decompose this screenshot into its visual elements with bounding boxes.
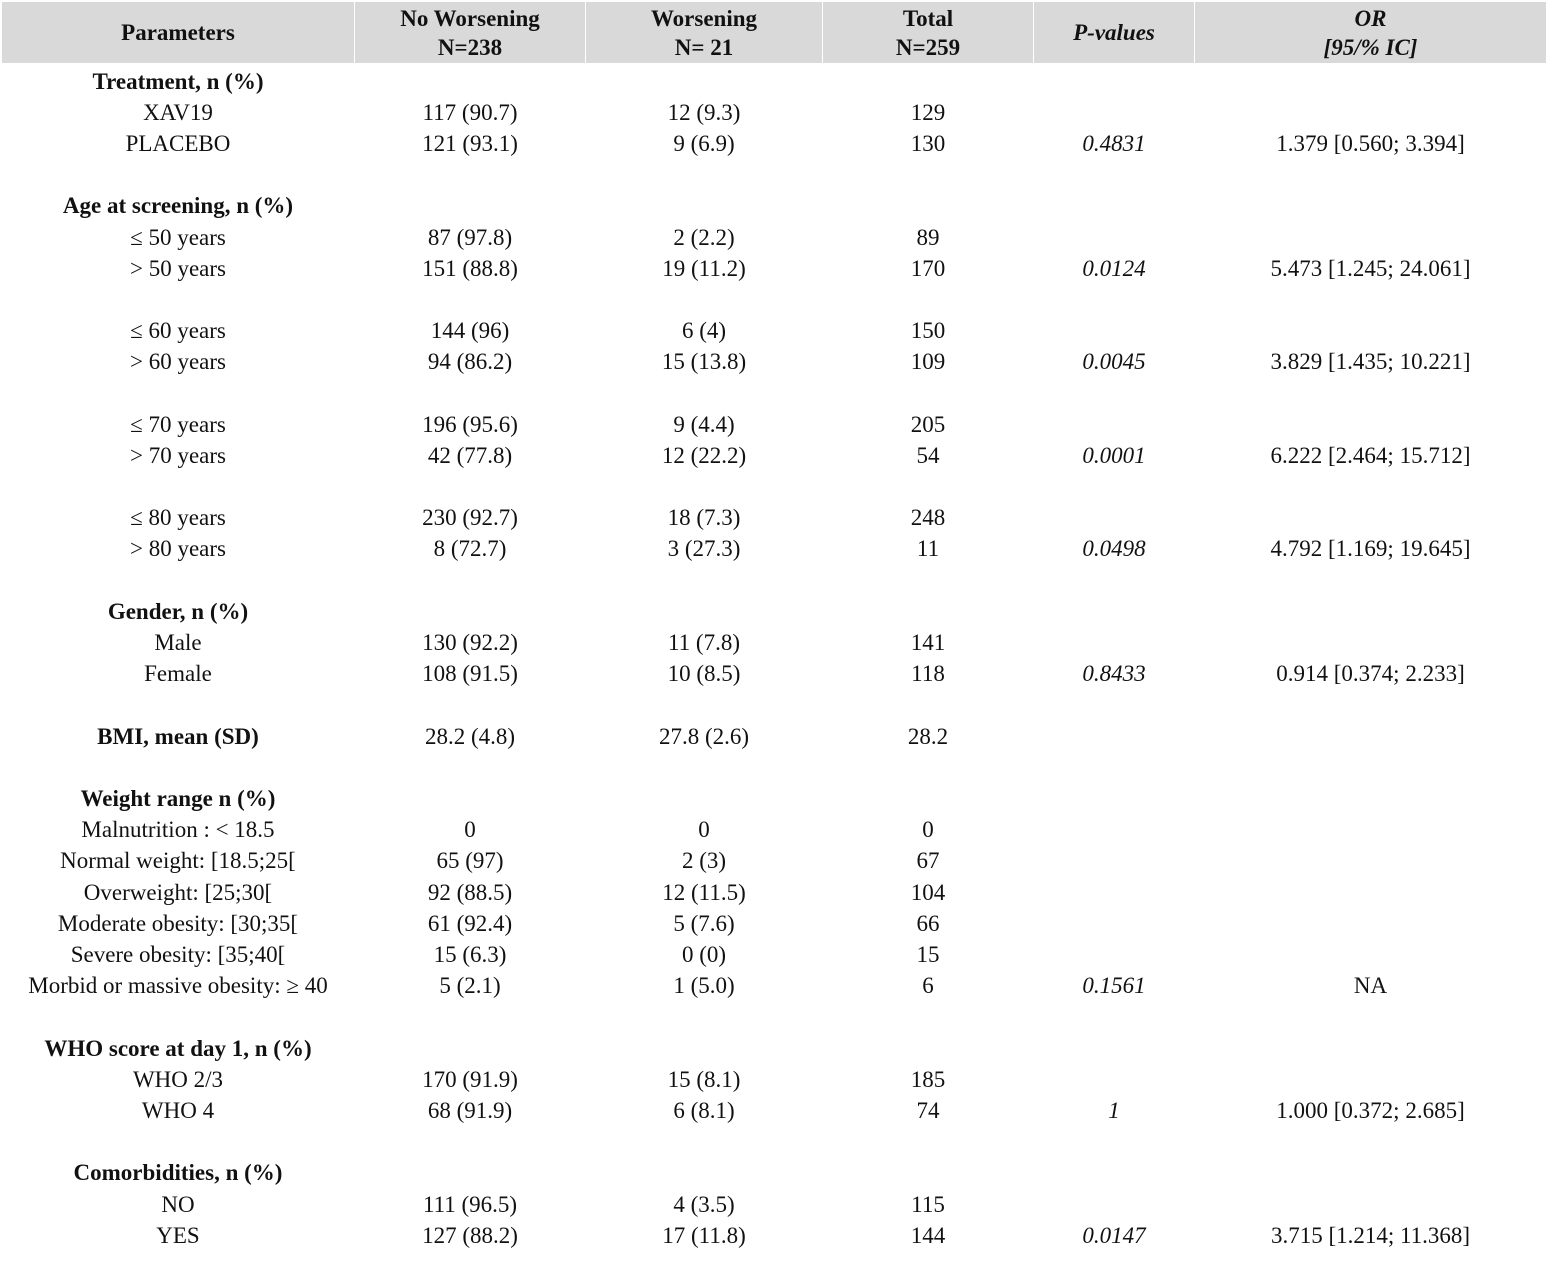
header-parameters: Parameters xyxy=(2,2,354,63)
total-cell: 74 xyxy=(916,1098,940,1123)
p-value-cell xyxy=(1034,814,1194,845)
row-label: > 50 years xyxy=(130,256,226,281)
no-worsening-cell: 61 (92.4) xyxy=(427,911,513,936)
row-label: NO xyxy=(161,1192,195,1217)
p-value-cell xyxy=(1034,939,1194,970)
odds-ratio-cell: 4.792 [1.169; 19.645] xyxy=(1270,536,1471,561)
total-cell: 104 xyxy=(910,880,946,905)
worsening-cell: 1 (5.0) xyxy=(673,973,735,998)
table-row xyxy=(0,721,1550,752)
worsening-cell xyxy=(586,1157,822,1188)
worsening-cell: 15 (8.1) xyxy=(667,1067,741,1092)
odds-ratio-cell xyxy=(1195,1157,1546,1188)
row-label: Male xyxy=(154,630,202,655)
p-value-cell xyxy=(1034,783,1194,814)
p-value-cell xyxy=(1034,627,1194,658)
no-worsening-cell: 15 (6.3) xyxy=(433,942,507,967)
total-cell xyxy=(823,596,1033,627)
odds-ratio-cell xyxy=(1195,1064,1546,1095)
table-row xyxy=(0,845,1550,876)
worsening-cell: 2 (3) xyxy=(681,848,727,873)
odds-ratio-cell xyxy=(1195,1033,1546,1064)
odds-ratio-cell xyxy=(1195,908,1546,939)
worsening-cell: 12 (11.5) xyxy=(662,880,746,905)
odds-ratio-cell xyxy=(1195,66,1546,97)
total-cell: 67 xyxy=(916,848,940,873)
row-label: Comorbidities, n (%) xyxy=(73,1160,283,1185)
row-label: > 70 years xyxy=(130,443,226,468)
no-worsening-cell: 117 (90.7) xyxy=(422,100,518,125)
worsening-cell xyxy=(586,783,822,814)
no-worsening-cell: 5 (2.1) xyxy=(439,973,501,998)
table-row xyxy=(0,253,1550,284)
odds-ratio-cell: 5.473 [1.245; 24.061] xyxy=(1270,256,1471,281)
odds-ratio-cell xyxy=(1195,721,1546,752)
odds-ratio-cell xyxy=(1195,596,1546,627)
worsening-cell xyxy=(586,66,822,97)
p-value-cell: 0.1561 xyxy=(1082,973,1146,998)
p-value-cell: 0.0001 xyxy=(1082,443,1146,468)
odds-ratio-cell xyxy=(1195,783,1546,814)
row-label: Malnutrition : < 18.5 xyxy=(81,817,275,842)
table-row xyxy=(0,627,1550,658)
odds-ratio-cell xyxy=(1195,1189,1546,1220)
row-label: > 80 years xyxy=(130,536,226,561)
total-cell: 54 xyxy=(916,443,940,468)
row-label: WHO 2/3 xyxy=(132,1067,224,1092)
total-cell: 144 xyxy=(910,1223,946,1248)
total-cell: 170 xyxy=(910,256,946,281)
total-cell: 89 xyxy=(916,225,940,250)
p-value-cell: 0.4831 xyxy=(1082,131,1146,156)
table-row xyxy=(0,346,1550,377)
worsening-cell: 3 (27.3) xyxy=(667,536,741,561)
table-row xyxy=(0,658,1550,689)
table-row xyxy=(0,502,1550,533)
row-label: XAV19 xyxy=(143,100,213,125)
no-worsening-cell xyxy=(355,596,585,627)
worsening-cell: 9 (6.9) xyxy=(673,131,735,156)
worsening-cell: 19 (11.2) xyxy=(662,256,746,281)
worsening-cell: 0 (0) xyxy=(681,942,727,967)
header-odds-ratio: OR [95/% IC] xyxy=(1195,2,1546,63)
total-cell xyxy=(823,190,1033,221)
row-label: Overweight: [25;30[ xyxy=(83,880,273,905)
table-row xyxy=(0,783,1550,814)
table-row xyxy=(0,315,1550,346)
table-row xyxy=(0,939,1550,970)
total-cell xyxy=(823,1033,1033,1064)
row-label: Severe obesity: [35;40[ xyxy=(70,942,286,967)
worsening-cell: 15 (13.8) xyxy=(661,349,747,374)
odds-ratio-cell xyxy=(1195,409,1546,440)
worsening-cell: 4 (3.5) xyxy=(673,1192,735,1217)
p-value-cell: 0.0147 xyxy=(1082,1223,1146,1248)
table-row xyxy=(0,1189,1550,1220)
worsening-cell: 27.8 (2.6) xyxy=(658,724,750,749)
row-label: > 60 years xyxy=(130,349,226,374)
table-row xyxy=(0,128,1550,159)
row-label: Moderate obesity: [30;35[ xyxy=(57,911,299,936)
p-value-cell: 0.0498 xyxy=(1082,536,1146,561)
odds-ratio-cell: 1.000 [0.372; 2.685] xyxy=(1276,1098,1465,1123)
p-value-cell xyxy=(1034,97,1194,128)
table-row xyxy=(0,533,1550,564)
worsening-cell: 6 (4) xyxy=(681,318,727,343)
odds-ratio-cell xyxy=(1195,939,1546,970)
no-worsening-cell: 230 (92.7) xyxy=(422,505,518,530)
p-value-cell: 0.0124 xyxy=(1082,256,1146,281)
total-cell: 129 xyxy=(910,100,946,125)
table-row xyxy=(0,1033,1550,1064)
no-worsening-cell: 151 (88.8) xyxy=(422,256,518,281)
odds-ratio-cell: 0.914 [0.374; 2.233] xyxy=(1276,661,1465,686)
p-value-cell xyxy=(1034,721,1194,752)
row-label: Normal weight: [18.5;25[ xyxy=(60,848,296,873)
table-row xyxy=(0,440,1550,471)
row-label: Treatment, n (%) xyxy=(92,69,264,94)
no-worsening-cell xyxy=(355,1033,585,1064)
worsening-cell: 10 (8.5) xyxy=(667,661,741,686)
total-cell: 130 xyxy=(910,131,946,156)
total-cell: 205 xyxy=(910,412,946,437)
no-worsening-cell: 68 (91.9) xyxy=(427,1098,513,1123)
worsening-cell: 17 (11.8) xyxy=(662,1223,746,1248)
odds-ratio-cell xyxy=(1195,502,1546,533)
no-worsening-cell: 130 (92.2) xyxy=(422,630,518,655)
table-row xyxy=(0,1220,1550,1251)
worsening-cell xyxy=(586,1033,822,1064)
table-row xyxy=(0,970,1550,1001)
row-label: YES xyxy=(156,1223,200,1248)
no-worsening-cell: 127 (88.2) xyxy=(422,1223,518,1248)
worsening-cell: 0 xyxy=(698,817,710,842)
no-worsening-cell: 94 (86.2) xyxy=(427,349,513,374)
row-label: ≤ 70 years xyxy=(130,412,226,437)
table-row xyxy=(0,908,1550,939)
row-label: Morbid or massive obesity: ≥ 40 xyxy=(28,973,328,998)
odds-ratio-cell: 3.715 [1.214; 11.368] xyxy=(1270,1223,1471,1248)
worsening-cell: 9 (4.4) xyxy=(673,412,735,437)
total-cell: 248 xyxy=(910,505,946,530)
table-row xyxy=(0,66,1550,97)
no-worsening-cell: 108 (91.5) xyxy=(422,661,518,686)
table-row xyxy=(0,190,1550,221)
p-value-cell xyxy=(1034,222,1194,253)
p-value-cell xyxy=(1034,190,1194,221)
p-value-cell xyxy=(1034,845,1194,876)
worsening-cell xyxy=(586,596,822,627)
total-cell: 66 xyxy=(916,911,940,936)
total-cell: 118 xyxy=(911,661,945,686)
table-row xyxy=(0,596,1550,627)
row-label: Age at screening, n (%) xyxy=(62,193,294,218)
worsening-cell: 6 (8.1) xyxy=(673,1098,735,1123)
row-label: Gender, n (%) xyxy=(107,599,249,624)
odds-ratio-cell: 3.829 [1.435; 10.221] xyxy=(1270,349,1471,374)
worsening-cell: 12 (22.2) xyxy=(661,443,747,468)
p-value-cell xyxy=(1034,877,1194,908)
table-row xyxy=(0,1095,1550,1126)
p-value-cell: 1 xyxy=(1108,1098,1120,1123)
total-cell: 0 xyxy=(922,817,934,842)
p-value-cell xyxy=(1034,1033,1194,1064)
no-worsening-cell: 121 (93.1) xyxy=(422,131,518,156)
total-cell: 115 xyxy=(911,1192,945,1217)
odds-ratio-cell xyxy=(1195,814,1546,845)
total-cell xyxy=(823,1157,1033,1188)
no-worsening-cell: 111 (96.5) xyxy=(422,1192,518,1217)
p-value-cell xyxy=(1034,409,1194,440)
header-p-values: P-values xyxy=(1034,2,1194,63)
total-cell xyxy=(823,66,1033,97)
no-worsening-cell: 42 (77.8) xyxy=(427,443,513,468)
row-label: Weight range n (%) xyxy=(80,786,276,811)
row-label: ≤ 60 years xyxy=(130,318,226,343)
p-value-cell xyxy=(1034,66,1194,97)
row-label: WHO 4 xyxy=(141,1098,215,1123)
total-cell: 185 xyxy=(910,1067,946,1092)
odds-ratio-cell: 1.379 [0.560; 3.394] xyxy=(1276,131,1465,156)
table-row xyxy=(0,814,1550,845)
p-value-cell xyxy=(1034,596,1194,627)
odds-ratio-cell: NA xyxy=(1353,973,1388,998)
worsening-cell xyxy=(586,190,822,221)
total-cell: 6 xyxy=(922,973,934,998)
worsening-cell: 5 (7.6) xyxy=(673,911,735,936)
no-worsening-cell: 28.2 (4.8) xyxy=(424,724,516,749)
table-row xyxy=(0,1064,1550,1095)
p-value-cell xyxy=(1034,1157,1194,1188)
no-worsening-cell: 144 (96) xyxy=(430,318,510,343)
p-value-cell xyxy=(1034,908,1194,939)
table-row xyxy=(0,222,1550,253)
table-row xyxy=(0,877,1550,908)
table-row xyxy=(0,409,1550,440)
no-worsening-cell xyxy=(355,1157,585,1188)
row-label: Female xyxy=(144,661,212,686)
odds-ratio-cell xyxy=(1195,845,1546,876)
total-cell xyxy=(823,783,1033,814)
no-worsening-cell: 92 (88.5) xyxy=(427,880,513,905)
no-worsening-cell xyxy=(355,783,585,814)
header-total: Total N=259 xyxy=(823,2,1033,63)
total-cell: 150 xyxy=(910,318,946,343)
odds-ratio-cell xyxy=(1195,190,1546,221)
table-row xyxy=(0,97,1550,128)
odds-ratio-cell xyxy=(1195,97,1546,128)
row-label: WHO score at day 1, n (%) xyxy=(44,1036,312,1061)
odds-ratio-cell xyxy=(1195,877,1546,908)
worsening-cell: 18 (7.3) xyxy=(667,505,741,530)
table-header xyxy=(2,2,1546,63)
no-worsening-cell: 0 xyxy=(464,817,476,842)
table-row xyxy=(0,1157,1550,1188)
odds-ratio-cell xyxy=(1195,222,1546,253)
p-value-cell: 0.8433 xyxy=(1082,661,1146,686)
no-worsening-cell: 8 (72.7) xyxy=(433,536,507,561)
row-label: ≤ 80 years xyxy=(130,505,226,530)
odds-ratio-cell xyxy=(1195,627,1546,658)
row-label: BMI, mean (SD) xyxy=(97,724,259,749)
p-value-cell xyxy=(1034,502,1194,533)
odds-ratio-cell xyxy=(1195,315,1546,346)
total-cell: 28.2 xyxy=(907,724,949,749)
no-worsening-cell xyxy=(355,66,585,97)
p-value-cell xyxy=(1034,315,1194,346)
p-value-cell: 0.0045 xyxy=(1082,349,1146,374)
no-worsening-cell: 196 (95.6) xyxy=(422,412,518,437)
p-value-cell xyxy=(1034,1189,1194,1220)
no-worsening-cell: 170 (91.9) xyxy=(422,1067,518,1092)
header-worsening: Worsening N= 21 xyxy=(586,2,822,63)
header-no-worsening: No Worsening N=238 xyxy=(355,2,585,63)
worsening-cell: 11 (7.8) xyxy=(668,630,740,655)
row-label: ≤ 50 years xyxy=(130,225,226,250)
odds-ratio-cell: 6.222 [2.464; 15.712] xyxy=(1270,443,1471,468)
total-cell: 141 xyxy=(910,630,946,655)
no-worsening-cell: 65 (97) xyxy=(436,848,504,873)
worsening-cell: 12 (9.3) xyxy=(667,100,741,125)
total-cell: 15 xyxy=(916,942,940,967)
no-worsening-cell: 87 (97.8) xyxy=(427,225,513,250)
p-value-cell xyxy=(1034,1064,1194,1095)
worsening-cell: 2 (2.2) xyxy=(673,225,735,250)
row-label: PLACEBO xyxy=(125,131,231,156)
total-cell: 109 xyxy=(910,349,946,374)
no-worsening-cell xyxy=(355,190,585,221)
total-cell: 11 xyxy=(916,536,940,561)
